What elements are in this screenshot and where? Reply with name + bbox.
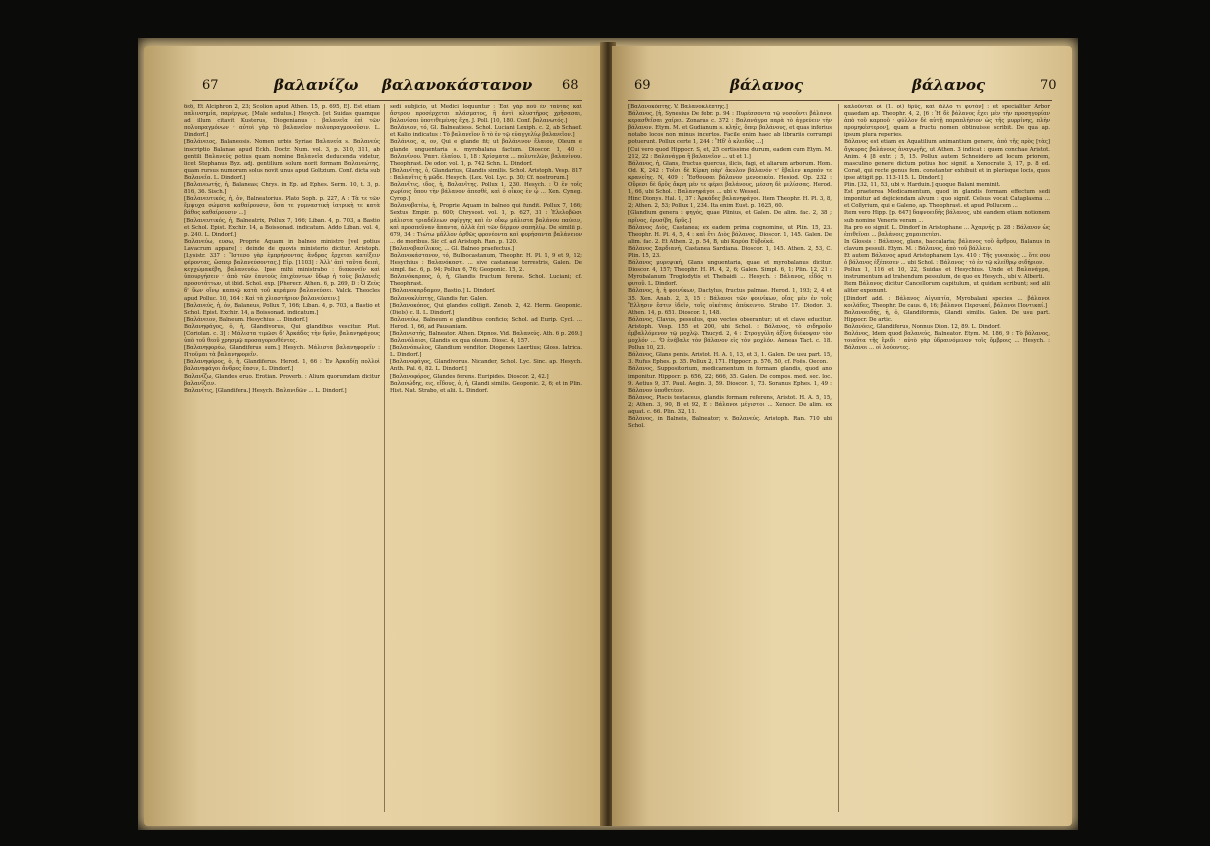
entry: Βάλανος, ἡ, ἡ φοινίκων, Dactylus, fructus palmae. Herod. 1, 193; 2, 4 et 35. Xen. Anab. 2, 3, 15 : Βάλανοι τῶν φοινίκων, οἵας μὲν ἐν τοῖς Ἕλλησιν ἔστιν ἰδεῖν, τοῖς οἰκέταις ἀπέκειντο. Strabo 17. Diodor. 3. Athen. 14, p. 651. Dioscor. 1, 148. (628, 288, 832, 316)
left-running-head (144, 76, 604, 98)
entry: Βαλανοκλέπτης, Glandis fur. Galen. (390, 295, 488, 302)
entry: Βαλανόκαρπος, ὁ, ἡ, Glandis fructum ferens. Schol. Luciani; cf. Theophrast. (390, 274, 582, 288)
right-page (612, 46, 1072, 826)
entry: Βάλανος μυρεψική, Glans unguentaria, quae et myrobalanus dicitur. Dioscor. 4, 157; Theophr. H. Pl. 4, 2, 6; Galen. Simpl. 6, 1; Plin. 12, 21 : Myrobalanum Troglodytis et Thebaidi ... Hesych. : Βάλανος, εἶδός τι φυτοῦ. L. Dindorf. (628, 260, 832, 288)
entry: sedi subjicio, ut Medici loquuntur : Ἐαὶ γὰρ ποῦ ἐν ταύτας καὶ ἄστρου προσέρχεται πλάσματος, ἢ ἀντὶ κλυστῆρος χρῆσασαι, βαλανίσαι ὑποτιθεμένης ἔχη. J. Poll. [10, 180. Conf. βαλανωτός.] (390, 104, 582, 125)
left-col-b (390, 104, 582, 816)
entry: Βάλανος, Clavus, pessulus, quo vectes obserantur; ut et clave educitur. Aristoph. Vesp. 155 et 200, ubi Schol. : Βάλανος, τὸ σιδηροῦν ἐμβαλλόμενον τῷ μοχλῷ. Thucyd. 2, 4 : Στρογγύλη ἀξίνη διέκοψαν τὸν μοχλόν ... 'Ὁ ἐνέβαλε τὸν βάλανον εἰς τὸν μοχλόν. Aeneas Tact. c. 18. Pollux 10, 23. (628, 316, 832, 352)
entry: Item vero Hipp. [p. 647] δαφνοειδὴς βάλανος, ubi eandem etiam notionem sub nomine Veneris veram ... (844, 210, 1050, 224)
entry: Βαλανώδης, εις, εἴδους, ὁ, ἡ, Glandi similis. Geoponic. 2, 6; et in Plin. Hist. Nat. Strabo, et alii. L. Dindorf. (390, 380, 582, 394)
page-number-70: 70 (1040, 78, 1057, 93)
entry: Βαλάνιος, α, ον, Qui e glande fit; ut βαλάνινον ἔλαιον, Oleum e glande unguentaria s. myrobalana factum. Dioscor. 1, 40 : Βαλανίνου. Ῥαπτ. ἐλαίου. 1, 18 : Χρίσματα ... πολυτελῶν, βαλανίνου. Theophrast. De odor. vol. 1, p. 742 Schn. L. Dindorf. (390, 139, 582, 167)
head-rule (628, 100, 1052, 101)
entry: [Βαλάνειος, Balaneosis. Nomen urbis Syriae Βαλανεία s. Βαλανεύς inscriptio Balanae apud Eckh. Doctr. Num. vol. 3, p. 310, 311, ab gentili Βαλανεύς potius quam nomine Βαλανεῖα deducenda videtur, licet Stephanus Byz. adj. gentilium solum norit formam Βαλανεώτης, quam rursus numorum solus novit unus apud Goltzium. Conf. dicta sub Βαλανεῖα. L. Dindorf.] (184, 139, 380, 181)
entry: [Βαλανοφόρος, Glandes ferens. Euripides. Dioscor. 2, 42.] (390, 373, 549, 380)
entry: Βάλανος, [ἡ, Synesius De febr. p. 94 : Πυρέσσοντα τῷ νοσοῦντι βάλανοι κερασθεῖσαι χαίρει. Zonaras c. 372 : Βαλανάγρα παρὰ τὸ ἀγρεύειν τὴν βάλανον. Etym. M. et Gudianum s. κληΐς, ὅπερ βαλάνους, et quas inferius notabo locos non minus incertos. Facile enim haec ab librariis corrumpi potuerunt. Pollux certe 1, 244 : Ἢδ' ὁ κλειδὸς ...] (628, 111, 832, 146)
head-word-right: βάλανος (912, 76, 986, 94)
entry: Βαλανόεις, Glandiferus, Nonnus Dion. 12, 89. L. Dindorf. (844, 323, 1001, 330)
entry: [Βαλανόπωλος, Glandium venditor. Diogenes Laertius; Gloss. Iatrica. L. Dindorf.] (390, 345, 582, 359)
entry: Βάλανος, Piscis testaceus, glandis formam referens, Aristot. H. A. 5, 15, 2; Athen. 3, 90, B et 92, E : Βάλανοι μέγιστοι ... Xenocr. De alim. ex aquat. c. 66. Plin. 32, 11. (628, 394, 832, 416)
entry: [Βαλανοφάγος, Glandivorus. Nicander, Schol. Lyc. Sinc. ap. Hesych. Anth. Pal. 6, 82. L. Dindorf.] (390, 359, 582, 373)
right-col-a (628, 104, 832, 816)
entry: Βαλανοκάστανον, τό, Bulbocastanum, Theophr. H. Pl. 1, 9 et 9, 12; Hesychius : Βαλανόκαστ. ... sive castaneae terrestris, Galen. De simpl. fac. 6, p. 94; Pollux 6, 76; Geoponic. 15, 2. (390, 252, 582, 274)
entry: Βαλάνιον, τό, Gl. Balneatiess. Schol. Luciani Lexiph. c. 2, ab Schaef. et Kalio indicatus : Τὸ βαλανεῖον ὅ τὸ ἐν τῷ εὐαγγελίῳ βαλανεῖον.] (390, 125, 582, 139)
right-col-b (844, 104, 1050, 816)
entry: Βάλανος, Glans penis. Aristot. H. A. 1, 13, et 3, 1. Galen. De usu part. 15, 3. Rufus Ephes. p. 35. Pollux 2, 171. Hippocr. p. 576, 50, cf. Foës. Oecon. (628, 352, 832, 366)
entry: Βάλανος, ἡ, Glans, fructus quercus, ilicis, fagi, et aliarum arborum. Hom. Od. K, 242 : Τοῖσι δὲ Κίρκη πὰρ' ἄκυλον βάλανόν τ' ἔβαλεν καρπόν τε κρανείης. N, 409 : Ἔσθουσαι βάλανον μενοεικέα. Hesiod. Op. 232 : Οὔρεσι δὲ δρῦς ἄκρη μέν τε φέρει βαλάνους, μέσση δὲ μελίσσας. Herod. 1, 66, ubi Schol. : Βαλανηφάγοι ... ubi v. Wessel. (628, 160, 832, 196)
entry: Pollux 1, 116 et 10, 22, Suidas et Hesychius. Unde et Βαλανάγρα, instrumentum ad trahendum pessulum, de quo ex Hesych., ubi v. Alberti. (844, 267, 1050, 281)
entry: [Βαλανεωτής, ἡ, Balaneas; Chrys. in Ep. ad Ephes. Serm. 10, t. 3, p. 816, 36. Sisch.] (184, 182, 380, 196)
entry: [Βαλανηφορέω, Glandiferus sum.] Hesych. Μάλιστα βαλανηφορεῖν : Πτοῦμαι τὰ βαλανηφορεῖν. (184, 345, 380, 359)
entry: Βαλανίτις, [Glandifera.] Hesych. Βαλανιδῶν ... L. Dindorf.] (184, 387, 347, 394)
head-word-left: βαλανίζω (274, 76, 359, 94)
entry: καλοῦνται οἱ (1. οἱ) δρῦς, καὶ ἄλλο τι φυτὸν] : et specialiter Arbor quaedam ap. Theophr. 4, 2, [6 : Ἡ δὲ βάλανος ἔχει μὲν τὴν προσηγορίαν ἀπὸ τοῦ καρποῦ · φύλλον δὲ αὐτῇ παραπλήσιον ὡς τῆς μυρρίνης, πλὴν προμηκέστερον], quam a fructu nomen obtinuisse scribit. De qua ap. ipsum plura reperies. (844, 104, 1050, 139)
entry: [Cui vero quod Hippocr. S, et, 25 certissime durum, eadem cum Etym. M. 212, 22 : Βαλανάγρα ἢ βαλανεῖον ... ut et 1.] (628, 146, 832, 160)
entry: In Glossis : Βάλανος, glans, baccalaria; βάλανος τοῦ ἄρθρου, Balanus in clavum pessuli. Etym. M. : Βάλανος, ἀπὸ τοῦ βάλλειν. (844, 238, 1050, 252)
open-book (138, 38, 1078, 830)
entry: [Βαλανοκόπτης. V. Βαλανοκλέπτης.] (628, 104, 728, 110)
page-number-69: 69 (634, 78, 651, 93)
entry: Βάλανος Σαρδιανή, Castanea Sardiana. Dioscor. 1, 145. Athen. 2, 53, C. Plin. 15, 23. (628, 245, 832, 259)
entry: [Βαλανιστής, Balneator. Athen. Dipnos. Vid. Βαλανεύς. Ath. 6 p. 269.] (390, 331, 582, 337)
entry: Βαλανηφάγος, ὁ, ἡ, Glandivorus, Qui glandibus vescitur. Plut. [Coriolan. c. 3] : Μάλιστα τιμῶσι δ' Ἀρκάδες τὴν δρῦν, βαλανηφάγους ὑπὸ τοῦ θεοῦ χρησμῷ προσαγορευθέντες. (184, 323, 380, 345)
entry: Βαλανίζω, Glandes eruo. Erotian. Proverb. : Alium quorumdam dicitur βαλανίζειν. (184, 373, 380, 387)
column-divider (838, 104, 839, 812)
entry: Βαλανεύω, ευσω, Proprie Aquam in balneo ministro [vel potius Lavacrum appare] : deinde de quovis ministerio dicitur. Aristoph. [Lysistr. 337 : Ἴστεσο γὰρ ἐμπρήσοντας ἄνδρας ἔρχεται κατέξειν φέροντας, ὥσπερ βαλανεύσοντας.] Εἰρ. [1103] : Ἀλλ' ἀπὶ ταῦτα δειπὶ, κεγχώμακέβη, βαλανευέω. Ipse mihi ministrabo : διακονεῖν καὶ ὑπουργήσειν · ἀπὸ τῶν ἑαυτοὺς ἐπιχέοντων ὕδωρ ἡ τοὺς βαλανεῖς προσοτάττων, ut ibid. Schol. exp. [Pherecr. Athen. 6, p. 269, D : Ὁ Ζεὺς δ' ὕων οἴνῳ καπνῷ κατὰ τοῦ κεράμου βαλανεύσει. Valck. Theocles apud Polluc. 10, 164 : Καὶ τὰ χλιαστήριον βαλανεύσειν.] (184, 238, 380, 302)
entry: [Βαλανεύς, ἡ, ὁν, Balaneus, Pollux 7, 166; Liban. 4, p. 703, a Bastio et Schol. Epist. Exchir. 14, a Boissonad. indicatum.] (184, 302, 380, 316)
right-running-head (612, 76, 1072, 98)
entry: Plin. [32, 11, 53, ubi v. Harduin.] quoque Balani meminit. (844, 182, 1001, 189)
entry: Βάλανος est etiam ex Aquatilium animantium genere, ἀπὸ τῆς πρὸς [τὰς] ἄγκυρας βαλάνους ἀναγωγῆς, ut Athen. 3 indicat : quem conchae Aristot. Anim. 4 [8 extr. ; 5, 15. Pollux autem Schneidero ad locum priorem, masculino genere dictum potius hoc signif. a Xenocrate 3, 17, p. 8 ed. Coraë, qui recte genus fem. constanter exhibuit et in plerisque locis, quos ipse attigit pp. 113-115. L. Dindorf.] (844, 139, 1050, 181)
entry: Βαλανῖτις, ιδος, ἡ, Βαλανῖτης. Pollux 1, 230. Hesych. : Ὁ ἐν τοῖς χωρίοις ὅπου τὴν βάλανον ἀπεσθέ, καὶ ὁ οἶκος ἐν ᾧ ... Xen. Cyneg. Cyrop.] (390, 182, 582, 203)
entry: Βάλανος, in Balneis, Balneator; v. Βαλανεύς. Aristoph. Ran. 710 ubi Schol. (628, 416, 832, 430)
entry: [Dindorf add. : Βάλανος Αἰγυπτία, Myrobalani species ... βάλανοι κοιλάδες, Theophr. De caus. 6, 16; βάλανοι Περσικαί, βάλανοι Ποντικαί.] (844, 295, 1050, 309)
entry: [Βαλανοβασίλικος, ... Gl. Balneo praefectus.] (390, 245, 515, 252)
left-col-a (184, 104, 380, 816)
entry: [Βαλανευτικός, ἡ, ὁν, Balneatorius. Plato Soph. p. 227, A : Τὰ τε τῶν ἔμψυχα σώματα καθαίρουσιν, ὅσα τε γυμναστικὴ ἰατρικὴ τε κατὰ βάθος καθαίρουσιν ...] (184, 196, 380, 217)
entry: [Βαλανοκαρδαμον, Bastio.] L. Dindorf. (390, 288, 496, 295)
entry: Est praeterea Medicamentum, quod in glandis formam effectum sedi imponitur ad dejiciendam alvum : quo signif. Celsus vocat Cataplasma ... et Collyrium, qui e Galeno, ap. Theophrast. et apud Pollucem ... (844, 189, 1050, 210)
column-divider (384, 104, 385, 812)
entry: Et autem Βάλανος apud Aristophanem Lys. 410 : Τῆς γυναικὸς ... ὅτε σου ὁ βάλανος ἐξέπεσεν ... ubi Schol. : Βάλανος · τὸ ἐν τῷ κλείθρῳ σιδήριον. (844, 252, 1050, 267)
page-number-67: 67 (202, 78, 219, 93)
entry: Item Βάλανος dicitur Cancellorum capitulum, ut quidam scribunt; sed alii aliter exponunt. (844, 281, 1050, 295)
entry: Βάλανος, Suppositorium, medicamentum in formam glandis, quod ano imponitur. Hippocr. p. 656, 22; 666, 35. Galen. De compos. med. sec. loc. 9. Aetius 9, 37. Paul. Aegin. 3, 59. Dioscor. 1, 73. Soranus Ephes. 1, 49 : Βάλανον ὑποθετέον. (628, 366, 832, 394)
entry: Βάλανος Διὸς, Castanea; ex eadem prima cognomine, ut Plin. 15, 23. Theophr. H. Pl. 4, 5, 4 : καὶ ἔτι Διὸς βάλανος. Dioscor. 1, 145. Galen. De alim. fac. 2. Et Athen. 2, p. 54, B, ubi Καρύα Εὐβοϊκά. (628, 224, 832, 245)
entry: Βαλάνος, Idem quod βαλανεύς, Balneator. Etym. M. 186, 9 : Τὸ βάλανος, τοιαῦτα τῆς ἔριδι · αὐτὸ γὰρ ὑδραινόμενον τοῖς ὄμβροις ... Hesych. : Βάλανοι ... οἱ λούοντες. (844, 331, 1050, 352)
entry: Βαλανόλαισι, Glandis ex qua oleum. Diosc. 4, 157. (390, 338, 530, 345)
page-number-68: 68 (562, 78, 579, 93)
entry: [Βαλανίτης, ὁ, Glandarius, Glandis similis. Schol. Aristoph. Vesp. 817 : Βαλανῖτις ἡ μῶδε. Hesych. (Lex. Vol. Lyc. p. 30; Cf. nostrorum.] (390, 167, 582, 181)
entry: Ita pro eo signif. L. Dindorf in Aristophane ... Ἀχαρνής p. 28 : Βάλανον ὡς ἐπιθεῖναι ... βαλάνοις χαμαιπετέσι. (844, 224, 1050, 238)
head-word-right: βαλανοκάστανον (382, 76, 533, 94)
head-rule (192, 100, 582, 101)
head-word-left: βάλανος (730, 76, 804, 94)
entry: Βαλανεύω, Balneum e glandibus conficio; Schol. ad Eurip. Cycl. ... Herod. 1, 66, ad Pausaniam. (390, 316, 582, 330)
entry: [Βαλανοκόπος, Qui glandes colligit. Zenob. 2, 42. Herm. Geoponic. (Diels) c. ll. L. Dindorf.] (390, 302, 582, 316)
entry: δεδ, Et Alciphron 2, 23; Scolion apud Athen. 15, p. 695, E]. Est etiam παλινσημία, παρέργως. [Male sedulus.] Hesych. [et Suidas quamque ad illum citavit Kusterus, Diogenianus : βαλανεῖα ἐπὶ τῶν πολυπραγμόνων · αὐτοὶ γὰρ τὸ βαλανεῖον πολυπραγμονοῦσιν. L. Dindorf.] (184, 104, 380, 139)
entry: [Βαλάνειον, Balneum. Hesychius ... Dindorf.] (184, 316, 308, 323)
entry: [Βαλανηφόρος, ὁ, ἡ, Glandiferus. Herod. 1, 66 : Ἐν Ἀρκαδίῃ πολλοὶ βαλανηφάγοι ἄνδρες ἔασιν, L. Dindorf.] (184, 359, 380, 373)
entry: [Βαλανευτικός, ἡ, Balneatrix, Pollux 7, 166; Liban. 4, p. 703, a Bastio et Schol. Epist. Exchir. 14, a Boissonad. indicatum. Addo Liban. vol. 4, p. 240. L. Dindorf.] (184, 217, 380, 238)
entry: Hinc Dionys. Hal. 1, 37 : Ἀρκάδες βαλανηφάγοι. Item Theophr. H. Pl. 3, 8, 2; Athen. 2, 53; Pollux 1, 234. Ita enim Eust. p. 1625, 60. (628, 196, 832, 210)
entry: [Glandium genera : φηγός, quae Plinius, et Galen. De alim. fac. 2, 38 ; πρῖνος, ἐρυσίβη, δρῦς.] (628, 210, 832, 224)
entry: Βαλανοβατέω, ἡ, Proprie Aquam in balneo qui fundit. Pollux 7, 166; Sextus Empir. p. 600; Chrysost. vol. 1, p. 627, 31 : Ἐλελοβῶσι μάλιστα τριαδέλεων σφίγγης καὶ ἐν οἴκῳ μάλιστα βαλάνου παύειν, καὶ προσπεῦναν ἅπαντα, ἀλλὰ ἐπὶ τῶν δέρμον σαπηλίῳ. De similii p. 679, 34 : Τιώτω μᾶλλον ὀρθῶς φρονέοντα καὶ φυρήσαντα βαλάνειον ... de moribus. Sic cf. ad Aristoph. Ran. p. 120. (390, 203, 582, 245)
entry: Βαλανοειδής, ἡ, ὁ, Glandiformis, Glandi similis. Galen. De usu part. Hippocr. De artic. (844, 309, 1050, 323)
left-page (144, 46, 604, 826)
